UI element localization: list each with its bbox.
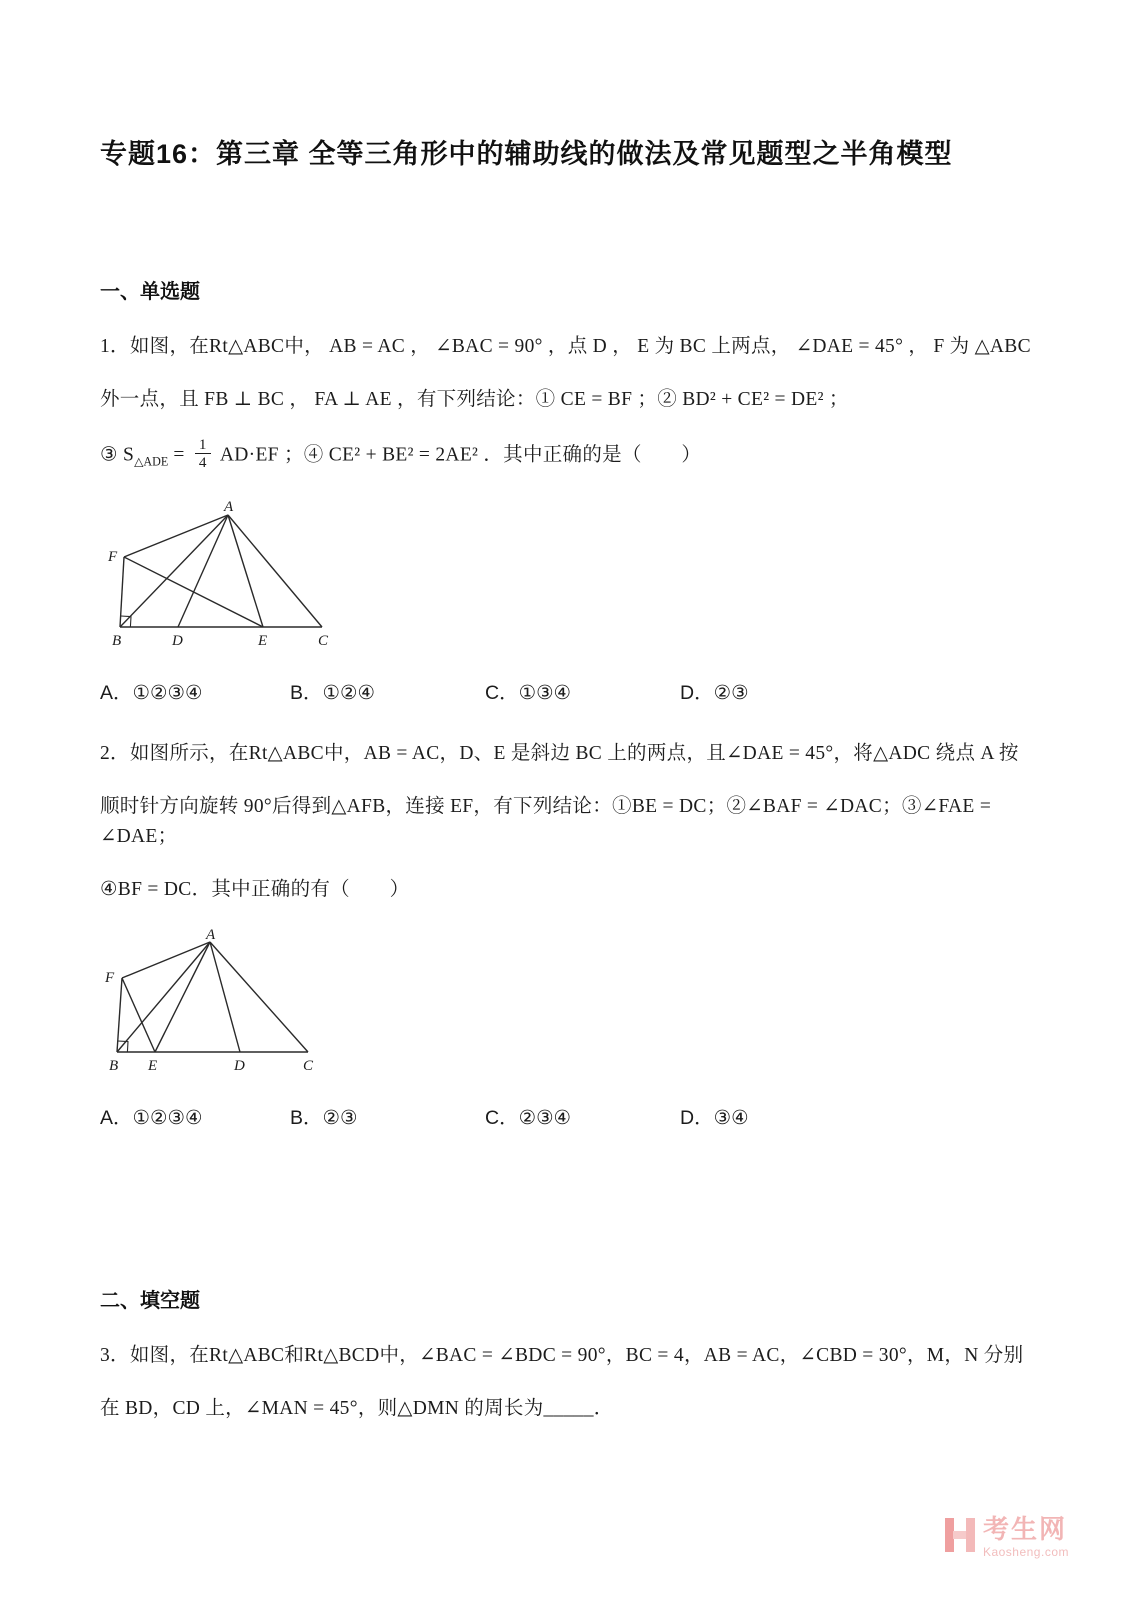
section-gap	[100, 1164, 1036, 1284]
section-heading-fill-blank: 二、填空题	[100, 1290, 200, 1313]
q1-option-c: C．①③④	[485, 682, 572, 705]
kaosheng-logo-icon	[945, 1518, 975, 1552]
fig1-label-C: C	[318, 633, 329, 650]
q1-fraction-denominator: 4	[198, 454, 207, 472]
question-2	[100, 739, 1036, 1130]
page-title: 专题16：第三章 全等三角形中的辅助线的做法及常见题型之半角模型	[100, 139, 953, 169]
fig2-label-F: F	[105, 970, 115, 987]
question-2-figure	[100, 928, 1036, 1076]
question-2-line-2: 顺时针方向旋转 90°后得到△AFB，连接 EF，有下列结论：①BE = DC；②∠BAF = ∠DAC；③∠FAE = ∠DAE；	[100, 796, 992, 848]
q1-formula-post: AD·EF ；④ CE² + BE² = 2AE² ．其中正确的是（ ）	[215, 444, 702, 466]
q1-option-b: B．①②④	[290, 682, 375, 705]
fig1-label-F: F	[108, 549, 118, 566]
question-1-options	[100, 677, 1036, 705]
q2-option-c: C．②③④	[485, 1107, 572, 1130]
q1-formula-pre: ③ S	[100, 444, 135, 466]
q1-formula-equals: =	[168, 444, 190, 466]
question-1-line-1: 1．如图，在Rt△ABC中， AB = AC ， ∠BAC = 90° ，点 D ， E 为 BC 上两点， ∠DAE = 45° ， F 为 △ABC	[100, 336, 1031, 357]
q1-option-a: A．①②③④	[100, 682, 203, 705]
fig2-label-E: E	[148, 1058, 158, 1075]
question-1-figure	[100, 499, 1036, 651]
q1-fraction-numerator: 1	[195, 436, 211, 454]
fig2-label-D: D	[234, 1058, 245, 1075]
question-2-line-3: ④BF = DC．其中正确的有（ ）	[100, 879, 410, 901]
q1-formula-subscript: △ADE	[134, 454, 169, 469]
watermark	[945, 1516, 1069, 1558]
q2-option-d: D．③④	[680, 1107, 749, 1130]
fig2-label-A: A	[206, 928, 216, 944]
question-3	[100, 1341, 1036, 1424]
q1-fraction	[195, 436, 211, 472]
question-1-line-2: 外一点，且 FB ⊥ BC ， FA ⊥ AE ，有下列结论：① CE = BF ；② BD² + CE² = DE² ；	[100, 389, 849, 410]
watermark-brand: 考生网	[982, 1514, 1067, 1544]
question-3-line-1: 3．如图，在Rt△ABC和Rt△BCD中，∠BAC = ∠BDC = 90°，BC = 4，AB = AC，∠CBD = 30°，M，N 分别	[100, 1345, 1024, 1367]
fig2-label-B: B	[109, 1058, 119, 1075]
fig1-label-D: D	[172, 633, 183, 650]
watermark-text	[983, 1516, 1069, 1558]
question-2-options	[100, 1102, 1036, 1130]
q2-option-a: A．①②③④	[100, 1107, 203, 1130]
question-2-line-1: 2．如图所示，在Rt△ABC中，AB = AC，D、E 是斜边 BC 上的两点，且∠DAE = 45°，将△ADC 绕点 A 按	[100, 743, 1019, 765]
question-3-line-2: 在 BD，CD 上，∠MAN = 45°，则△DMN 的周长为_____．	[100, 1398, 614, 1420]
question-1-line-3	[100, 438, 1036, 476]
fig1-label-B: B	[112, 633, 122, 650]
question-1	[100, 332, 1036, 705]
triangle-diagram-1	[100, 499, 352, 651]
fig1-label-A: A	[224, 499, 234, 516]
q2-option-b: B．②③	[290, 1107, 358, 1130]
q1-option-d: D．②③	[680, 682, 749, 705]
watermark-domain: Kaosheng.com	[982, 1545, 1069, 1559]
fig2-label-C: C	[303, 1058, 314, 1075]
triangle-diagram-2	[100, 928, 340, 1076]
fig1-label-E: E	[258, 633, 268, 650]
section-heading-choice: 一、单选题	[100, 281, 200, 303]
